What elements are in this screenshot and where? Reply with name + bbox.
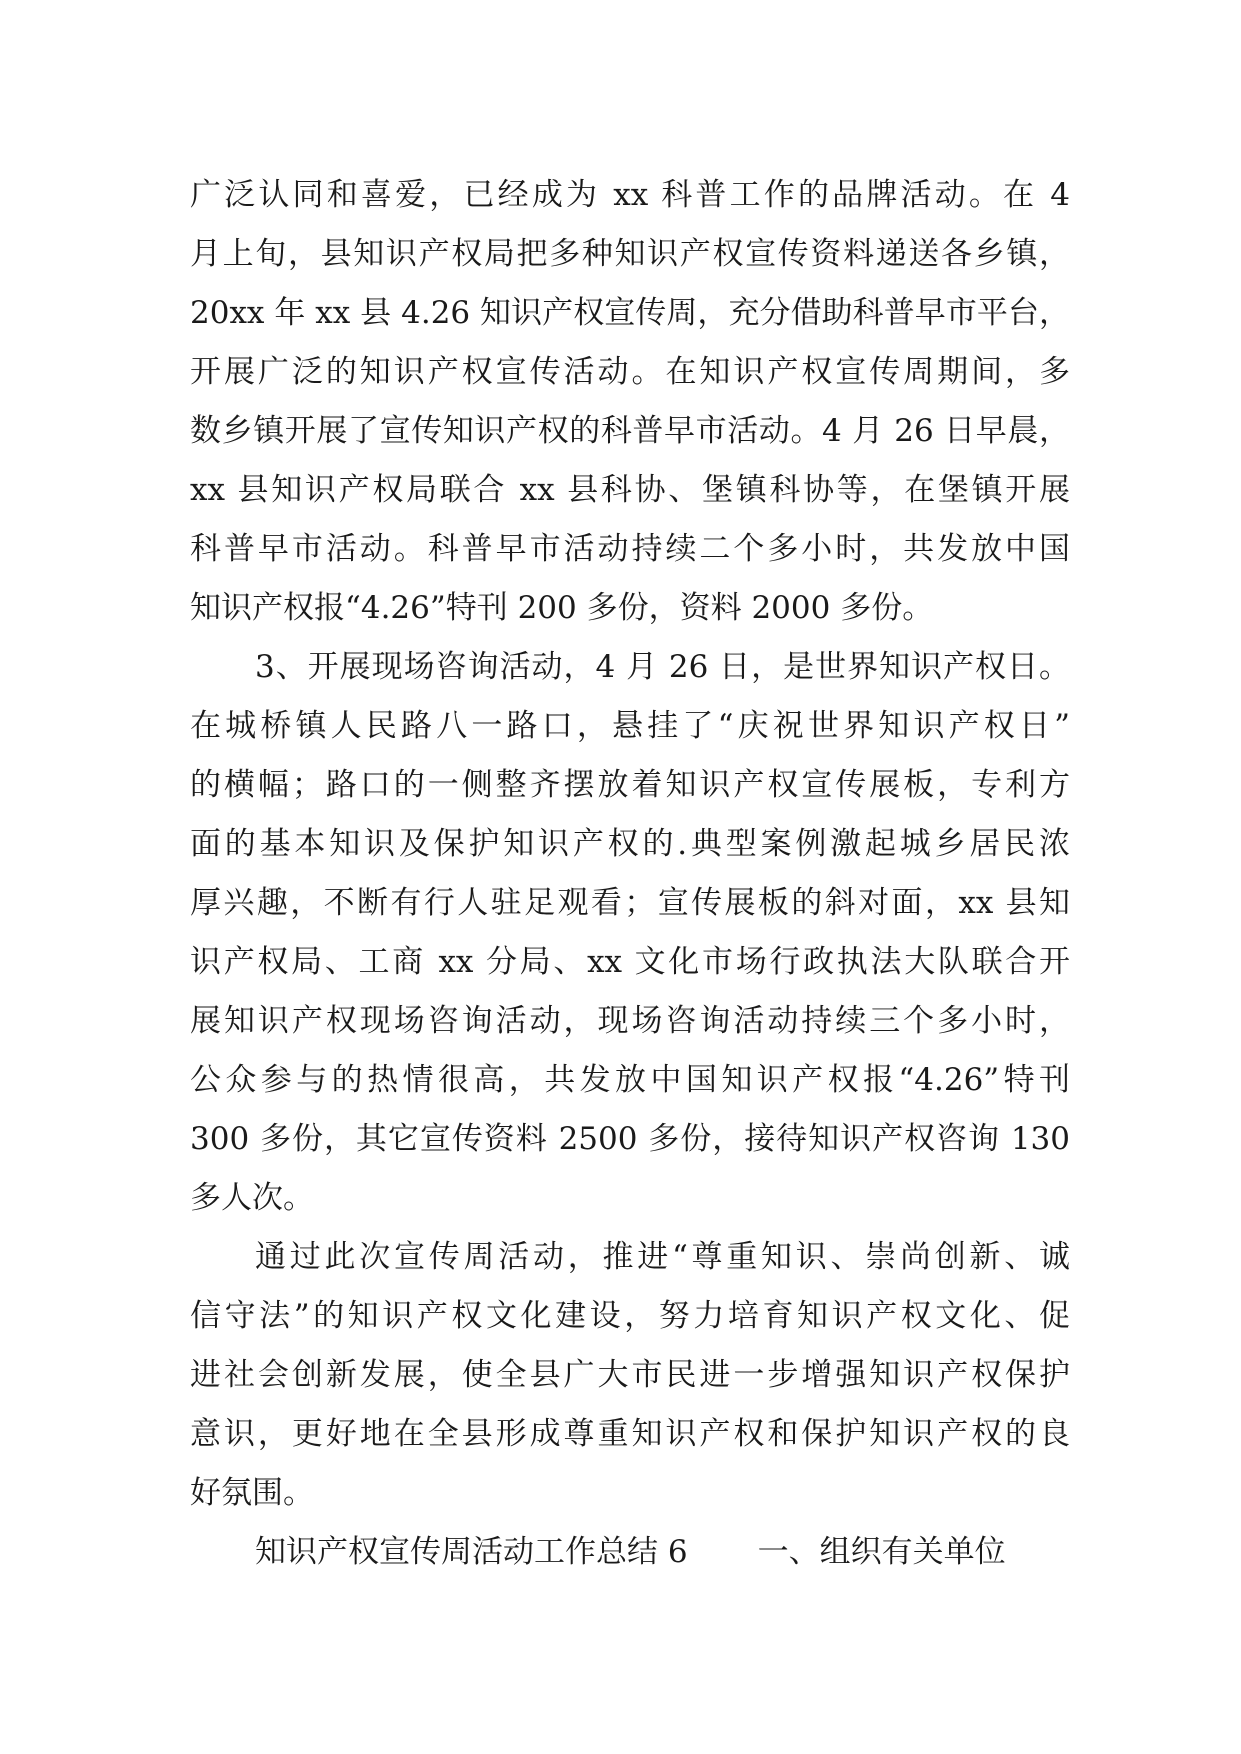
text-line: 的横幅；路口的一侧整齐摆放着知识产权宣传展板，专利方 xyxy=(190,767,1070,803)
text-line: xx 县知识产权局联合 xx 县科协、堡镇科协等，在堡镇开展 xyxy=(190,472,1070,508)
text-line: 厚兴趣，不断有行人驻足观看；宣传展板的斜对面，xx 县知 xyxy=(190,885,1070,921)
text-line: 知识产权报“4.26”特刊 200 多份，资料 2000 多份。 xyxy=(190,590,934,626)
text-line: 科普早市活动。科普早市活动持续二个多小时，共发放中国 xyxy=(190,531,1070,567)
text-line: 广泛认同和喜爱，已经成为 xx 科普工作的品牌活动。在 4 xyxy=(190,177,1070,213)
section-continuation: 一、组织有关单位 xyxy=(757,1534,1006,1570)
text-line: 意识，更好地在全县形成尊重知识产权和保护知识产权的良 xyxy=(190,1416,1070,1452)
section-title: 知识产权宣传周活动工作总结 6 xyxy=(255,1534,688,1570)
text-line: 数乡镇开展了宣传知识产权的科普早市活动。4 月 26 日早晨， xyxy=(190,413,1070,449)
body-text xyxy=(190,166,1070,1582)
text-line: 识产权局、工商 xx 分局、xx 文化市场行政执法大队联合开 xyxy=(190,944,1070,980)
text-line: 300 多份，其它宣传资料 2500 多份，接待知识产权咨询 130 xyxy=(190,1121,1070,1157)
text-line: 信守法”的知识产权文化建设，努力培育知识产权文化、促 xyxy=(190,1298,1070,1334)
text-line: 面的基本知识及保护知识产权的.典型案例激起城乡居民浓 xyxy=(190,826,1070,862)
section-heading-line xyxy=(190,1523,1070,1582)
paragraph-first-line: 通过此次宣传周活动，推进“尊重知识、崇尚创新、诚 xyxy=(255,1239,1070,1275)
text-line: 公众参与的热情很高，共发放中国知识产权报“4.26”特刊 xyxy=(190,1062,1070,1098)
text-line: 多人次。 xyxy=(190,1180,314,1216)
text-line: 月上旬，县知识产权局把多种知识产权宣传资料递送各乡镇， xyxy=(190,236,1070,272)
text-line: 20xx 年 xx 县 4.26 知识产权宣传周，充分借助科普早市平台， xyxy=(190,295,1070,331)
text-line: 开展广泛的知识产权宣传活动。在知识产权宣传周期间，多 xyxy=(190,354,1070,390)
text-line: 进社会创新发展，使全县广大市民进一步增强知识产权保护 xyxy=(190,1357,1070,1393)
text-line: 展知识产权现场咨询活动，现场咨询活动持续三个多小时， xyxy=(190,1003,1070,1039)
paragraph-first-line: 3、开展现场咨询活动，4 月 26 日，是世界知识产权日。 xyxy=(255,649,1070,685)
text-line: 在城桥镇人民路八一路口，悬挂了“庆祝世界知识产权日” xyxy=(190,708,1070,744)
text-line: 好氛围。 xyxy=(190,1475,314,1511)
